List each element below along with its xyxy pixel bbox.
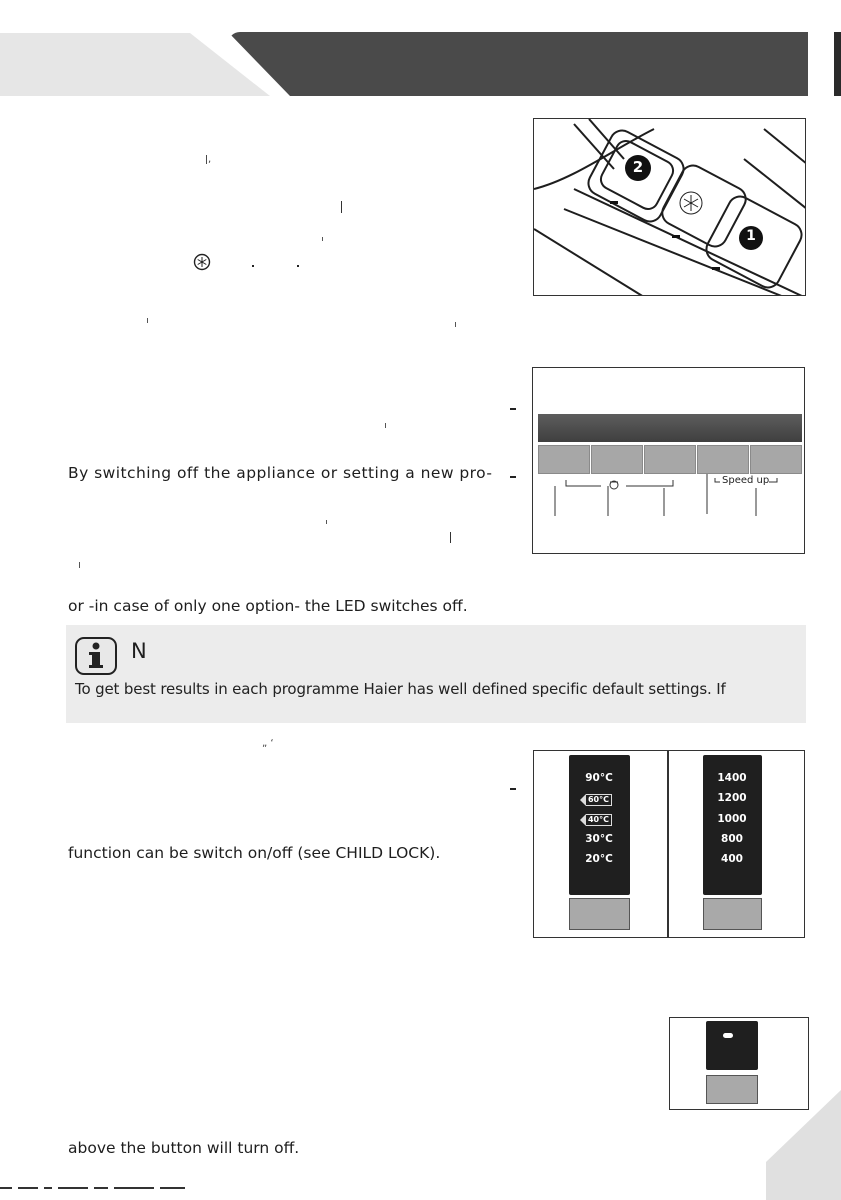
note-title: N	[131, 639, 147, 663]
spin-value-1200: 1200	[717, 792, 747, 804]
note-box	[66, 625, 806, 723]
spin-value-400: 400	[721, 853, 743, 865]
hyphen-mark	[510, 476, 516, 478]
hyphen-mark	[510, 408, 516, 410]
spin-value-1400: 1400	[717, 772, 747, 784]
note-text: To get best results in each programme Haier has well defined specific default settings. If	[75, 680, 726, 698]
instruction-text: By switching off the appliance or setting a new pro-	[68, 464, 493, 482]
panel-button-3	[644, 445, 696, 474]
led-display	[706, 1021, 758, 1070]
scan-mark	[326, 520, 327, 524]
panel-button-2	[591, 445, 643, 474]
scan-mark	[455, 322, 456, 327]
temp-value-90: 90°C	[585, 772, 613, 784]
instruction-text: or -in case of only one option- the LED switches off.	[68, 597, 468, 615]
speed-up-label: Speed up	[722, 475, 770, 486]
page-edge-mark	[834, 32, 841, 96]
dispenser-figure	[533, 118, 806, 296]
header-tab-light	[0, 33, 270, 96]
scan-mark	[385, 423, 386, 428]
panel-display-strip	[538, 414, 802, 442]
instruction-text: above the button will turn off.	[68, 1139, 300, 1157]
scan-mark	[147, 318, 148, 323]
temp-value-40-eco: 40°C	[569, 813, 629, 826]
temp-value-20: 20°C	[585, 853, 613, 865]
compartment-1-label: 1	[746, 228, 756, 244]
panel-button-1	[538, 445, 590, 474]
led-button	[706, 1075, 758, 1104]
header-tab-dark	[228, 32, 808, 96]
scan-mark: ǀ,	[205, 154, 212, 165]
scan-mark	[79, 562, 80, 568]
led-indicator	[723, 1033, 733, 1038]
footer-strip	[0, 1186, 190, 1191]
panel-button-5	[750, 445, 802, 474]
temp-value-60-eco: 60°C	[569, 793, 629, 806]
temp-value-30: 30°C	[585, 833, 613, 845]
scan-mark: „ ‘	[262, 738, 274, 749]
scan-mark	[322, 237, 323, 241]
hyphen-mark	[510, 788, 516, 790]
scan-mark	[341, 201, 342, 213]
instruction-text: function can be switch on/off (see CHILD LOCK).	[68, 844, 441, 862]
prewash-snowflake-icon	[193, 253, 211, 271]
scan-mark	[252, 265, 254, 267]
figure-divider	[667, 750, 669, 938]
spin-value-1000: 1000	[717, 813, 747, 825]
scan-mark	[450, 532, 451, 543]
scan-mark	[297, 265, 299, 267]
info-icon	[75, 637, 117, 675]
temperature-button	[569, 898, 630, 930]
spin-button	[703, 898, 762, 930]
spin-value-800: 800	[721, 833, 743, 845]
compartment-2-label: 2	[632, 158, 644, 176]
panel-button-4	[697, 445, 749, 474]
